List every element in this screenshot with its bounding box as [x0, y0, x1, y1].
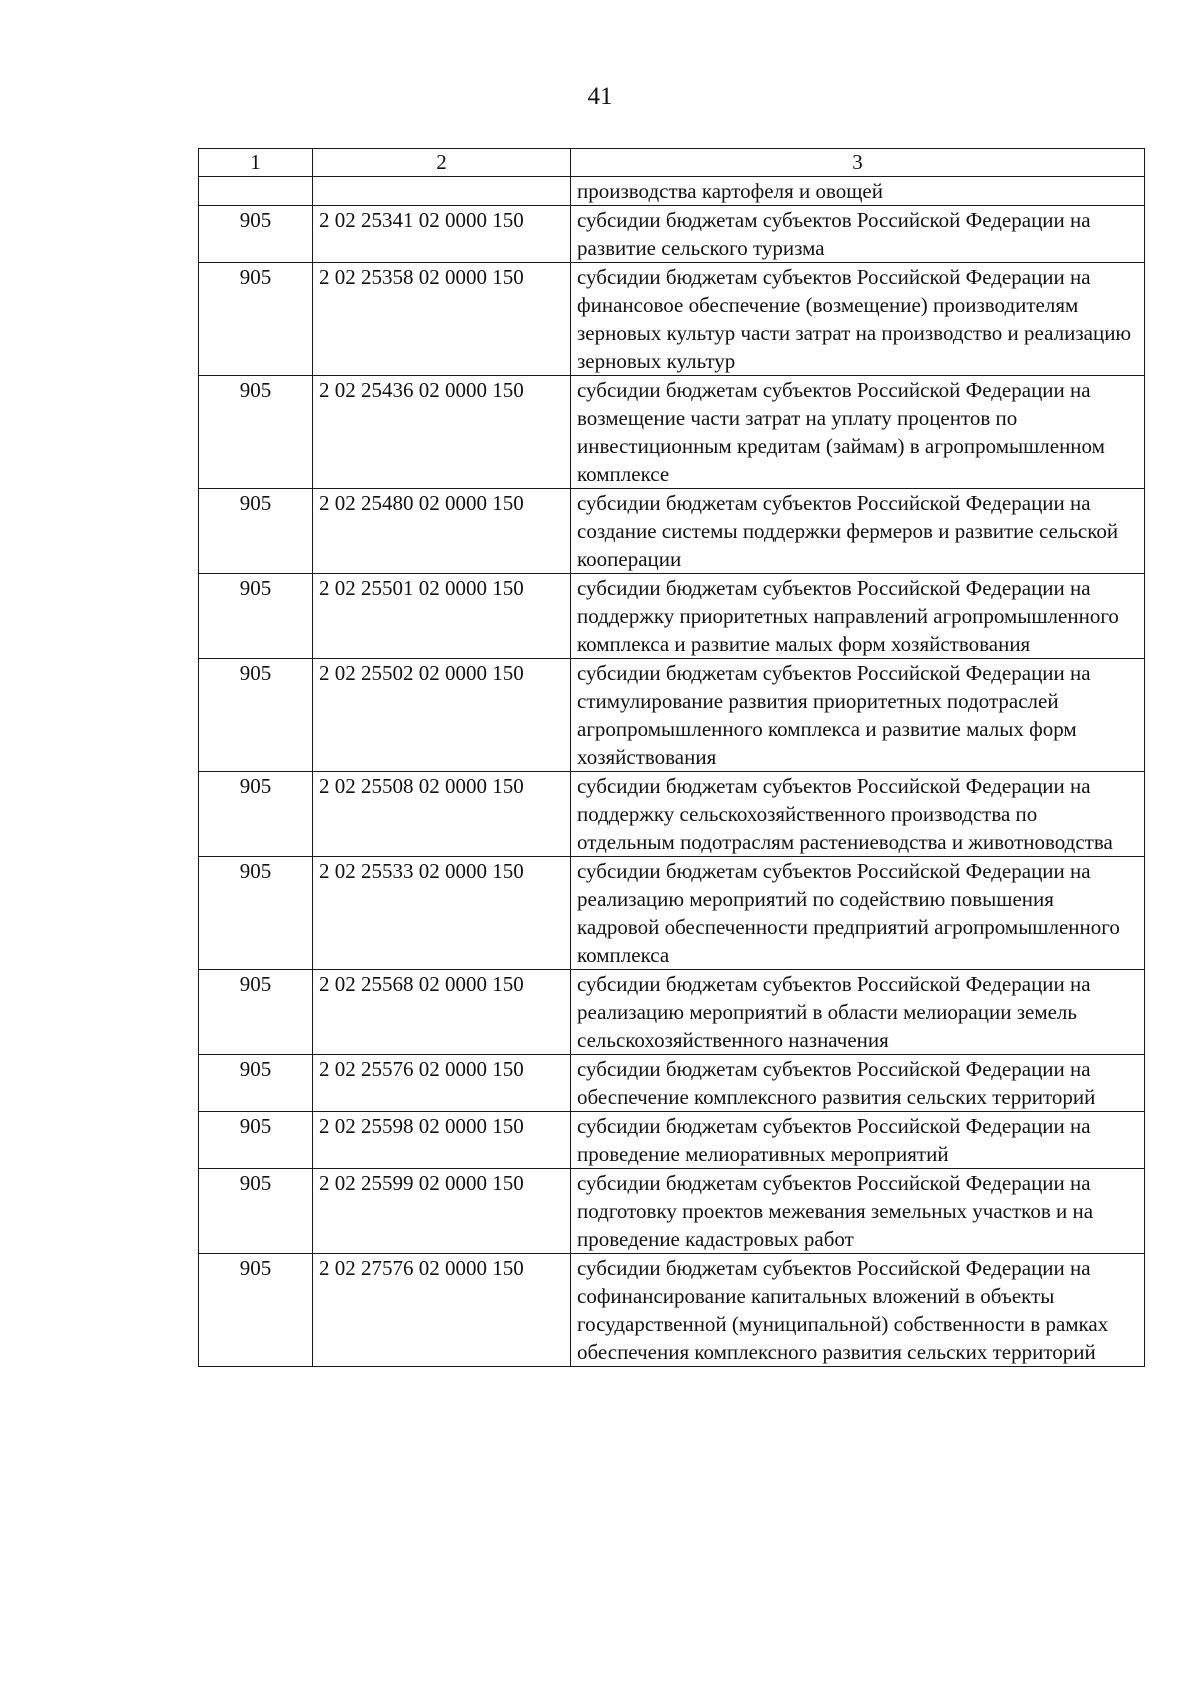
admin-code-cell: 905 [199, 376, 313, 489]
continuation-row [199, 177, 1145, 206]
revenue-code-cell: 2 02 25341 02 0000 150 [313, 206, 571, 263]
revenue-code-cell: 2 02 27576 02 0000 150 [313, 1254, 571, 1367]
description-cell: субсидии бюджетам субъектов Российской Федерации на обеспечение комплексного развития сельских территорий [571, 1055, 1145, 1112]
table-row [199, 772, 1145, 857]
description-cell: субсидии бюджетам субъектов Российской Федерации на реализацию мероприятий в области мелиорации земель сельскохозяйственного назначения [571, 970, 1145, 1055]
description-cell: субсидии бюджетам субъектов Российской Федерации на реализацию мероприятий по содействию повышения кадровой обеспеченности предприятий агропромышленного комплекса [571, 857, 1145, 970]
table-row [199, 970, 1145, 1055]
revenue-code-cell: 2 02 25599 02 0000 150 [313, 1169, 571, 1254]
admin-code-cell: 905 [199, 574, 313, 659]
description-cell: субсидии бюджетам субъектов Российской Федерации на развитие сельского туризма [571, 206, 1145, 263]
admin-code-cell: 905 [199, 970, 313, 1055]
continuation-text: производства картофеля и овощей [571, 177, 1145, 206]
budget-classification-table [198, 148, 1145, 1367]
table-header-row [199, 149, 1145, 177]
header-col-1: 1 [199, 149, 313, 177]
revenue-code-cell: 2 02 25533 02 0000 150 [313, 857, 571, 970]
description-cell: субсидии бюджетам субъектов Российской Федерации на подготовку проектов межевания земельных участков и на проведение кадастровых работ [571, 1169, 1145, 1254]
table-row [199, 376, 1145, 489]
table-row [199, 1169, 1145, 1254]
page-number: 41 [587, 83, 613, 110]
admin-code-cell: 905 [199, 1112, 313, 1169]
table-row [199, 489, 1145, 574]
admin-code-cell: 905 [199, 263, 313, 376]
revenue-code-cell: 2 02 25436 02 0000 150 [313, 376, 571, 489]
admin-code-cell: 905 [199, 1254, 313, 1367]
table-row [199, 1112, 1145, 1169]
table-body [199, 149, 1145, 1367]
admin-code-cell: 905 [199, 489, 313, 574]
description-cell: субсидии бюджетам субъектов Российской Федерации на стимулирование развития приоритетных подотраслей агропромышленного комплекса и развитие малых форм хозяйствования [571, 659, 1145, 772]
description-cell: субсидии бюджетам субъектов Российской Федерации на проведение мелиоративных мероприятий [571, 1112, 1145, 1169]
description-cell: субсидии бюджетам субъектов Российской Федерации на возмещение части затрат на уплату процентов по инвестиционным кредитам (займам) в агропромышленном комплексе [571, 376, 1145, 489]
header-col-3: 3 [571, 149, 1145, 177]
admin-code-cell: 905 [199, 772, 313, 857]
description-cell: субсидии бюджетам субъектов Российской Федерации на софинансирование капитальных вложений в объекты государственной (муниципальной) собственности в рамках обеспечения комплексного развития сельских территорий [571, 1254, 1145, 1367]
revenue-code-cell: 2 02 25568 02 0000 150 [313, 970, 571, 1055]
continuation-empty-col-2 [313, 177, 571, 206]
admin-code-cell: 905 [199, 1055, 313, 1112]
revenue-code-cell: 2 02 25480 02 0000 150 [313, 489, 571, 574]
description-cell: субсидии бюджетам субъектов Российской Федерации на поддержку сельскохозяйственного производства по отдельным подотраслям растениеводства и животноводства [571, 772, 1145, 857]
revenue-code-cell: 2 02 25501 02 0000 150 [313, 574, 571, 659]
revenue-code-cell: 2 02 25502 02 0000 150 [313, 659, 571, 772]
description-cell: субсидии бюджетам субъектов Российской Федерации на создание системы поддержки фермеров и развитие сельской кооперации [571, 489, 1145, 574]
table-row [199, 857, 1145, 970]
description-cell: субсидии бюджетам субъектов Российской Федерации на финансовое обеспечение (возмещение) производителям зерновых культур части затрат на производство и реализацию зерновых культур [571, 263, 1145, 376]
admin-code-cell: 905 [199, 1169, 313, 1254]
admin-code-cell: 905 [199, 857, 313, 970]
table-row [199, 206, 1145, 263]
table-row [199, 574, 1145, 659]
admin-code-cell: 905 [199, 206, 313, 263]
revenue-code-cell: 2 02 25598 02 0000 150 [313, 1112, 571, 1169]
description-cell: субсидии бюджетам субъектов Российской Федерации на поддержку приоритетных направлений агропромышленного комплекса и развитие малых форм хозяйствования [571, 574, 1145, 659]
table-row [199, 1055, 1145, 1112]
revenue-code-cell: 2 02 25576 02 0000 150 [313, 1055, 571, 1112]
revenue-code-cell: 2 02 25358 02 0000 150 [313, 263, 571, 376]
continuation-empty-col-1 [199, 177, 313, 206]
header-col-2: 2 [313, 149, 571, 177]
table-row [199, 1254, 1145, 1367]
table-row [199, 263, 1145, 376]
table-row [199, 659, 1145, 772]
revenue-code-cell: 2 02 25508 02 0000 150 [313, 772, 571, 857]
admin-code-cell: 905 [199, 659, 313, 772]
